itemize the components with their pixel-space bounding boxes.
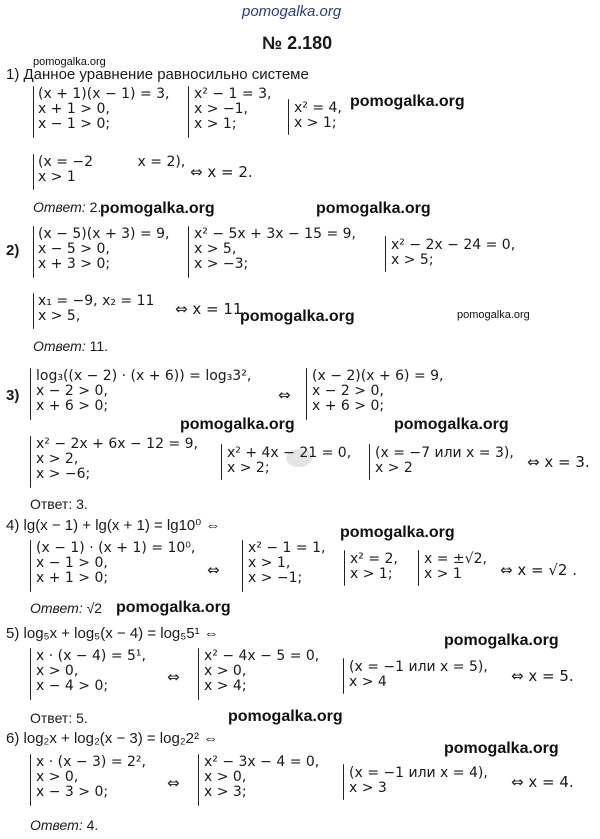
p3-result: ⇔ x = 3. xyxy=(527,453,590,471)
equiv-arrow: ⇔ xyxy=(167,774,180,792)
p6-result: ⇔ x = 4. xyxy=(511,773,574,791)
p5-system-2: x² − 4x − 5 = 0, x > 0, x > 4; xyxy=(204,648,320,694)
p1-result: ⇔ x = 2. xyxy=(190,163,253,181)
p1-system-2: x² − 1 = 3, x > −1, x > 1; xyxy=(194,86,272,132)
p6-system-2: x² − 3x − 4 = 0, x > 0, x > 3; xyxy=(204,754,320,800)
p4-answer: Ответ: √2 xyxy=(30,600,103,616)
watermark: pomogalka.org xyxy=(116,599,231,616)
equiv-arrow: ⇔ xyxy=(207,561,220,579)
watermark: pomogalka.org xyxy=(33,56,106,68)
watermark: pomogalka.org xyxy=(457,309,530,321)
p2-answer: Ответ: 11. xyxy=(33,338,109,354)
watermark: pomogalka.org xyxy=(350,93,465,110)
p4-system-4: x = ±√2, x > 1 xyxy=(424,551,487,582)
p4-system-2: x² − 1 = 1, x > 1, x > −1; xyxy=(248,540,326,586)
p5-system-1: x · (x − 4) = 5¹, x > 0, x − 4 > 0; xyxy=(36,648,146,694)
p1-intro: 1) Данное уравнение равносильно системе xyxy=(6,66,309,83)
p4-system-1: (x − 1) · (x + 1) = 10⁰, x − 1 > 0, x + 1 > 0; xyxy=(36,540,196,586)
p2-result: ⇔ x = 11. xyxy=(175,300,248,318)
p2-system-1: (x − 5)(x + 3) = 9, x − 5 > 0, x + 3 > 0; xyxy=(38,226,170,272)
p6-system-1: x · (x − 3) = 2², x > 0, x − 3 > 0; xyxy=(36,754,146,800)
p5-result: ⇔ x = 5. xyxy=(511,667,574,685)
p3-system-5: (x = −7 или x = 3), x > 2 xyxy=(375,445,514,476)
equiv-arrow: ⇔ xyxy=(278,386,291,404)
p2-label: 2) xyxy=(6,242,20,259)
p1-system-4: (x = −2 x = 2), x > 1 xyxy=(38,154,186,185)
watermark: pomogalka.org xyxy=(444,632,559,649)
p3-system-1: log₃((x − 2) · (x + 6)) = log₃3², x − 2 > 0, x + 6 > 0; xyxy=(36,368,252,414)
problem-number: № 2.180 xyxy=(262,33,333,53)
p3-system-2: (x − 2)(x + 6) = 9, x − 2 > 0, x + 6 > 0; xyxy=(312,368,444,414)
p1-answer: Ответ: 2. xyxy=(33,199,102,215)
watermark: pomogalka.org xyxy=(316,200,431,217)
watermark: pomogalka.org xyxy=(240,308,355,325)
p1-system-3: x² = 4, x > 1; xyxy=(294,100,342,131)
site-header: pomogalka.org xyxy=(242,3,342,20)
p3-system-3: x² − 2x + 6x − 12 = 9, x > 2, x > −6; xyxy=(36,436,198,482)
p5-system-3: (x = −1 или x = 5), x > 4 xyxy=(349,659,488,690)
p6-system-3: (x = −1 или x = 4), x > 3 xyxy=(349,765,488,796)
p2-system-2: x² − 5x + 3x − 15 = 9, x > 5, x > −3; xyxy=(194,226,356,272)
watermark: pomogalka.org xyxy=(100,200,215,217)
equiv-arrow: ⇔ xyxy=(167,668,180,686)
p3-label: 3) xyxy=(6,387,20,404)
p3-answer: Ответ: 3. xyxy=(30,496,88,512)
p4-system-3: x² = 2, x > 1; xyxy=(350,551,398,582)
p4-result: ⇔ x = √2 . xyxy=(500,561,577,579)
watermark: pomogalka.org xyxy=(180,416,295,433)
watermark: pomogalka.org xyxy=(444,740,559,757)
p4-equation: 4) lg(x − 1) + lg(x + 1) = lg10⁰ ⇔ xyxy=(6,517,221,534)
p6-answer: Ответ: 4. xyxy=(30,817,99,833)
p2-system-3: x² − 2x − 24 = 0, x > 5; xyxy=(391,237,516,268)
p1-system-1: (x + 1)(x − 1) = 3, x + 1 > 0, x − 1 > 0; xyxy=(38,86,170,132)
p3-system-4: x² + 4x − 21 = 0, x > 2; xyxy=(227,445,352,476)
p5-answer: Ответ: 5. xyxy=(30,710,88,726)
p2-system-4: x₁ = −9, x₂ = 11 x > 5, xyxy=(38,293,155,324)
watermark: pomogalka.org xyxy=(228,708,343,725)
watermark: pomogalka.org xyxy=(394,416,509,433)
p6-equation: 6) log₂x + log₂(x − 3) = log₂2² ⇔ xyxy=(6,730,219,747)
p5-equation: 5) log₅x + log₅(x − 4) = log₅5¹ ⇔ xyxy=(6,625,219,642)
watermark: pomogalka.org xyxy=(340,524,455,541)
